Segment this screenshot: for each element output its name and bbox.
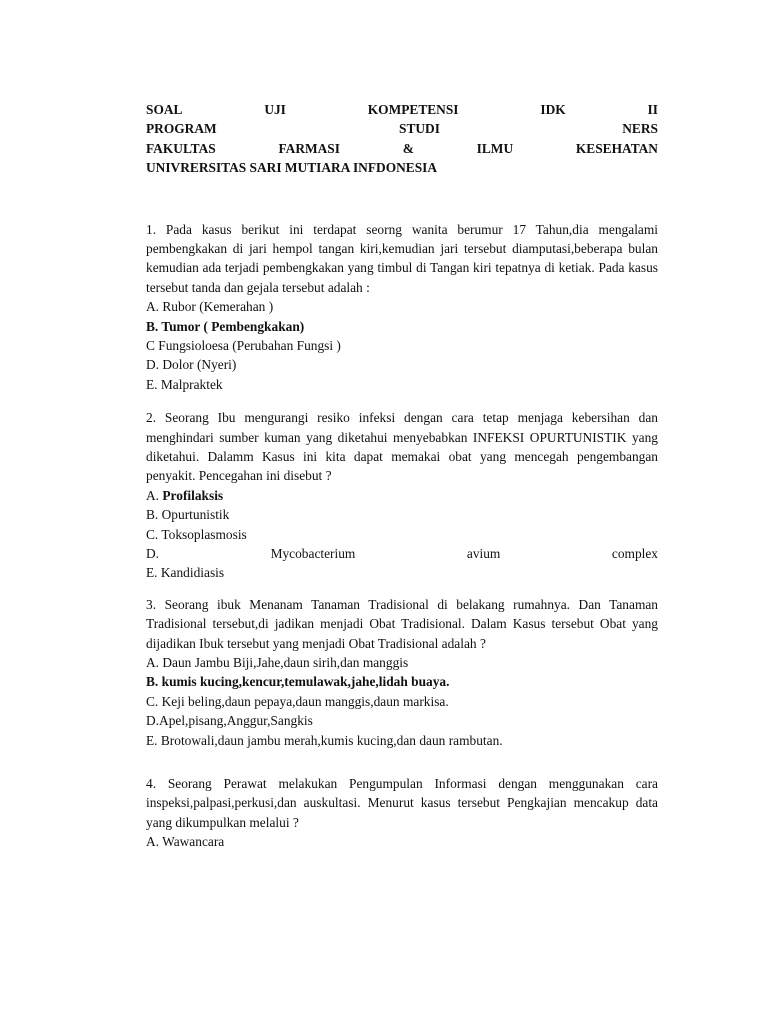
option-e: E. Malpraktek [146, 376, 223, 392]
header-line-2 [146, 119, 658, 138]
question-4 [146, 774, 658, 852]
option-a-answer: Profilaksis [162, 487, 224, 503]
question-stem: 2. Seorang Ibu mengurangi resiko infeksi dengan cara tetap menjaga kebersihan dan menghindari sumber kuman yang diketahui menyebabkan INFEKSI OPURTUNISTIK yang diketahui. Dalamm Kasus ini kita dapat memakai obat yang mencegah pengembangan penyakit. Pencegahan ini disebut ? [146, 410, 658, 484]
header-word: UJI [264, 102, 286, 117]
option-a [146, 486, 658, 505]
option-d-word: Mycobacterium [270, 545, 356, 561]
question-2 [146, 408, 658, 583]
option-b: B. Opurtunistik [146, 507, 230, 523]
option-d: D.Apel,pisang,Anggur,Sangkis [146, 713, 313, 729]
document-page [146, 100, 658, 866]
option-d: D. Dolor (Nyeri) [146, 357, 237, 373]
header-word: IDK [540, 102, 566, 117]
option-a: A. Rubor (Kemerahan ) [146, 299, 274, 315]
option-c: C. Keji beling,daun pepaya,daun manggis,daun markisa. [146, 693, 449, 709]
option-d-word: avium [466, 545, 501, 561]
header-word: KOMPETENSI [367, 102, 459, 117]
question-1 [146, 220, 658, 395]
header-line-4 [146, 158, 658, 177]
option-c: C Fungsioloesa (Perubahan Fungsi ) [146, 337, 341, 353]
option-e: E. Brotowali,daun jambu merah,kumis kucing,dan daun rambutan. [146, 732, 503, 748]
header-word: SOAL [146, 102, 183, 117]
header-word: ILMU [476, 140, 514, 156]
document-header [146, 100, 658, 178]
option-a-prefix: A. [146, 487, 163, 503]
header-line-1 [146, 100, 658, 119]
option-b-answer: B. kumis kucing,kencur,temulawak,jahe,lidah buaya. [146, 674, 450, 690]
header-line-3 [146, 139, 658, 158]
option-c: C. Toksoplasmosis [146, 526, 247, 542]
header-word: PROGRAM [146, 121, 217, 137]
option-d-word: complex [611, 545, 658, 561]
option-a: A. Daun Jambu Biji,Jahe,daun sirih,dan manggis [146, 654, 409, 670]
header-word: II [647, 102, 658, 117]
option-d [146, 544, 658, 563]
question-stem: 4. Seorang Perawat melakukan Pengumpulan Informasi dengan menggunakan cara inspeksi,palpasi,perkusi,dan auskultasi. Menurut kasus tersebut Pengkajian mencakup data yang dikumpulkan melalui ? [146, 775, 658, 830]
header-word: NERS [622, 121, 658, 137]
question-stem: 1. Pada kasus berikut ini terdapat seorng wanita berumur 17 Tahun,dia mengalami pembengkakan di jari hempol tangan kiri,kemudian jari tersebut diamputasi,beberapa bulan kemudian ada terjadi pembengkakan yang timbul di Tangan kiri tepatnya di ketiak. Pada kasus tersebut tanda dan gejala tersebut adalah : [146, 221, 658, 295]
option-b-answer: B. Tumor ( Pembengkakan) [146, 318, 305, 334]
header-word: FAKULTAS [146, 140, 216, 156]
header-word: STUDI [399, 121, 440, 137]
option-d-word: D. [146, 545, 160, 561]
header-word: KESEHATAN [575, 140, 658, 156]
header-word: & [402, 140, 414, 156]
header-word: FARMASI [278, 140, 340, 156]
question-3 [146, 595, 658, 750]
university-name: UNIVRERSITAS SARI MUTIARA INFDONESIA [146, 160, 438, 176]
option-a: A. Wawancara [146, 834, 225, 850]
question-stem: 3. Seorang ibuk Menanam Tanaman Tradisional di belakang rumahnya. Dan Tanaman Tradisional tersebut,di jadikan menjadi Obat Tradisional. Dalam Kasus tersebut Obat yang dijadikan Ibuk tersebut yang menjadi Obat Tradisional adalah ? [146, 596, 658, 651]
option-e: E. Kandidiasis [146, 565, 225, 581]
